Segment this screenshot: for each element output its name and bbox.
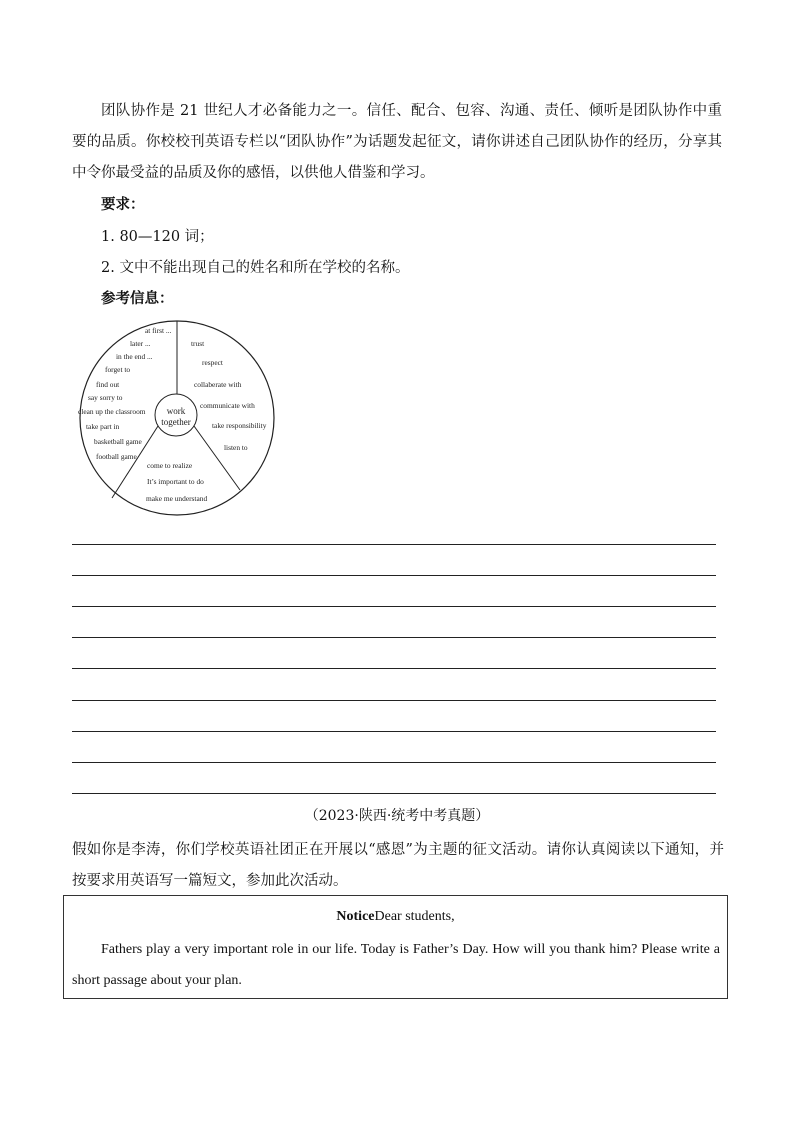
requirements-heading: 要求： [101, 196, 145, 213]
notice-title: Notice [336, 909, 375, 924]
notice-heading [64, 909, 727, 925]
answer-line [72, 762, 716, 763]
wheel-right-item: respect [202, 358, 223, 367]
task1-prompt: 团队协作是 21 世纪人才必备能力之一。信任、配合、包容、沟通、责任、倾听是团队协作中重要的品质。你校校刊英语专栏以“团队协作”为话题发起征文，请你讲述自己团队协作的经历，分享其中令你最受益的品质及你的感悟，以供他人借鉴和学习。 [72, 103, 722, 181]
answer-line [72, 637, 716, 638]
wheel-left-item: take part in [86, 422, 120, 431]
wheel-right-item: take responsibility [212, 421, 267, 430]
wheel-left-item: football game [96, 452, 137, 461]
wheel-left-item: at first ... [145, 326, 172, 335]
answer-line [72, 793, 716, 794]
requirement-item: 1. 80—120 词； [101, 229, 214, 245]
answer-line [72, 700, 716, 701]
reference-heading: 参考信息： [101, 290, 174, 307]
question-source: （2023·陕西·统考中考真题） [304, 808, 490, 824]
wheel-left-item: find out [96, 380, 120, 389]
answer-line [72, 731, 716, 732]
notice-greeting: Dear students, [374, 909, 455, 924]
wheel-right-item: collaberate with [194, 380, 242, 389]
wheel-center-label: work [166, 406, 186, 416]
task2-prompt: 假如你是李涛，你们学校英语社团正在开展以“感恩”为主题的征文活动。请你认真阅读以下通知，并按要求用英语写一篇短文，参加此次活动。 [72, 842, 724, 889]
requirement-item: 2. 文中不能出现自己的姓名和所在学校的名称。 [101, 260, 410, 276]
wheel-left-item: say sorry to [88, 393, 123, 402]
wheel-right-item: trust [191, 339, 205, 348]
reference-word-wheel [72, 318, 282, 518]
answer-line [72, 668, 716, 669]
wheel-bottom-item: It’s important to do [147, 477, 204, 486]
wheel-left-item: later ... [130, 339, 151, 348]
wheel-left-item: clean up the classroom [78, 407, 146, 416]
wheel-bottom-item: come to realize [147, 461, 193, 470]
wheel-left-item: basketball game [94, 437, 142, 446]
answer-line [72, 575, 716, 576]
wheel-right-item: listen to [224, 443, 248, 452]
wheel-center-label: together [161, 417, 191, 427]
answer-line [72, 544, 716, 545]
notice-body: Fathers play a very important role in our life. Today is Father’s Day. How will you thank him? Please write a short passage about your plan. [72, 942, 720, 988]
notice-box [63, 895, 728, 999]
wheel-right-item: communicate with [200, 401, 255, 410]
wheel-left-item: in the end ... [116, 352, 153, 361]
wheel-left-item: forget to [105, 365, 131, 374]
wheel-bottom-item: make me understand [146, 494, 208, 503]
answer-line [72, 606, 716, 607]
